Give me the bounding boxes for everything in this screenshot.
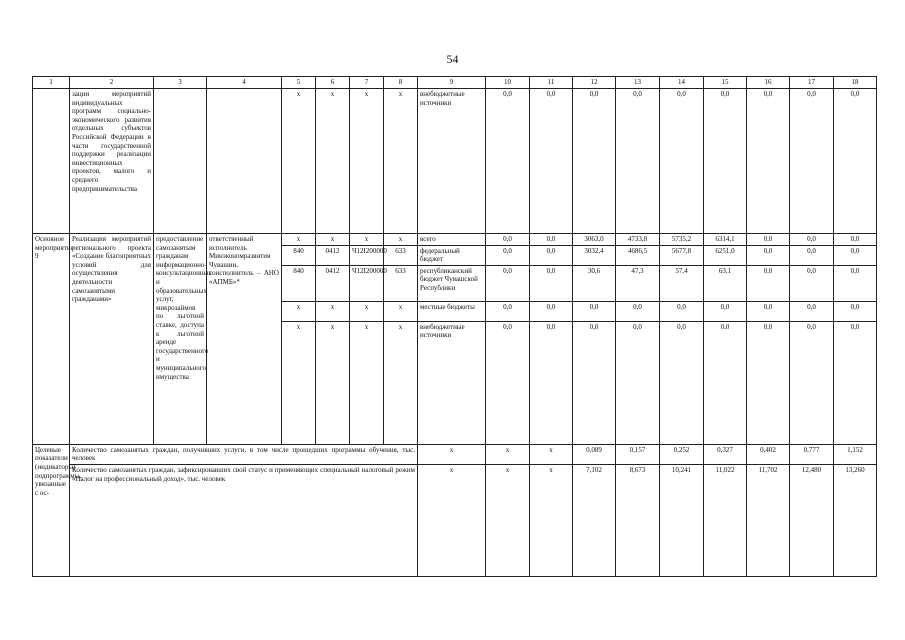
table-cell: 0412 bbox=[316, 245, 350, 265]
table-cell: 63,1 bbox=[704, 265, 747, 301]
table-cell: x bbox=[316, 321, 350, 444]
table-cell: 0,0 bbox=[790, 234, 834, 246]
table-cell: 4733,8 bbox=[616, 234, 660, 246]
table-cell: 5735,2 bbox=[660, 234, 704, 246]
targets-label: Целевые показатели (индикаторы) подпрограммы, увязанные с ос- bbox=[33, 444, 70, 576]
table-cell: 13,260 bbox=[834, 464, 877, 576]
table-cell: x bbox=[282, 321, 316, 444]
col-number: 12 bbox=[573, 77, 616, 89]
col-number: 11 bbox=[530, 77, 573, 89]
table-cell: x bbox=[282, 301, 316, 321]
table-cell: 0,0 bbox=[747, 301, 790, 321]
table-cell: Ч12I200000 bbox=[350, 245, 384, 265]
table-cell: 0,0 bbox=[747, 89, 790, 234]
table-cell: x bbox=[282, 89, 316, 234]
funding-source: внебюджетные источники bbox=[418, 89, 486, 234]
target-row bbox=[33, 464, 877, 576]
table-cell: 7,102 bbox=[573, 464, 616, 576]
table-cell: 0,0 bbox=[573, 89, 616, 234]
table-cell: 0,0 bbox=[834, 234, 877, 246]
table-cell: 840 bbox=[282, 265, 316, 301]
empty-cell bbox=[154, 89, 207, 234]
table-cell: 0,0 bbox=[616, 321, 660, 444]
table-cell: x bbox=[282, 234, 316, 246]
table-cell: 0,0 bbox=[704, 89, 747, 234]
col-number: 6 bbox=[316, 77, 350, 89]
table-cell: 0,0 bbox=[704, 301, 747, 321]
table-cell: x bbox=[486, 464, 530, 576]
event-description: Реализация мероприятий регионального проекта «Создание благоприятных условий для осуществления деятельности самозанятыми гражданами» bbox=[70, 234, 154, 445]
table-cell: 0,157 bbox=[616, 444, 660, 464]
table-cell: 0,0 bbox=[573, 321, 616, 444]
col-number: 15 bbox=[704, 77, 747, 89]
col-number: 1 bbox=[33, 77, 70, 89]
table-cell: 0,0 bbox=[747, 321, 790, 444]
table-cell: 0,0 bbox=[747, 234, 790, 246]
table-cell: 0,0 bbox=[834, 301, 877, 321]
table-cell: 0,0 bbox=[530, 234, 573, 246]
table-cell: x bbox=[530, 444, 573, 464]
table-cell: 0,0 bbox=[834, 245, 877, 265]
table-cell: 0,0 bbox=[616, 89, 660, 234]
table-cell: 0,0 bbox=[834, 265, 877, 301]
funding-source: внебюджетные источники bbox=[418, 321, 486, 444]
table-cell: 0,0 bbox=[486, 89, 530, 234]
table-cell: x bbox=[350, 301, 384, 321]
col-number: 4 bbox=[207, 77, 282, 89]
event-services: предоставление самозанятым гражданам информационно-консультационных и образовательных услуг, микрозаймов по льготной ставке, доступа к льготной аренде государственного и муниципального имущества bbox=[154, 234, 207, 445]
table-cell: 0,0 bbox=[530, 89, 573, 234]
table-cell: 30,6 bbox=[573, 265, 616, 301]
col-number: 13 bbox=[616, 77, 660, 89]
table-cell: 0,0 bbox=[704, 321, 747, 444]
table-cell: 0,0 bbox=[747, 265, 790, 301]
table-cell: 0,0 bbox=[790, 301, 834, 321]
table-cell: 0,0 bbox=[486, 245, 530, 265]
empty-cell bbox=[33, 89, 70, 234]
table-cell: 633 bbox=[384, 245, 418, 265]
event-description: зации мероприятий индивидуальных программ социально-экономического развития отдельных субъектов Российской Федерации в части государственной поддержки реализации инвестиционных проектов, малого и среднего предпринимательства bbox=[70, 89, 154, 234]
table-cell: Ч12I200000 bbox=[350, 265, 384, 301]
budget-table bbox=[32, 76, 877, 577]
table-cell: 0,0 bbox=[486, 301, 530, 321]
table-cell: 11,702 bbox=[747, 464, 790, 576]
col-number: 14 bbox=[660, 77, 704, 89]
table-cell: 47,3 bbox=[616, 265, 660, 301]
col-number: 18 bbox=[834, 77, 877, 89]
table-cell: 0,0 bbox=[530, 301, 573, 321]
table-cell: 0,0 bbox=[530, 321, 573, 444]
table-cell: x bbox=[418, 464, 486, 576]
col-number: 16 bbox=[747, 77, 790, 89]
table-cell: 0,0 bbox=[790, 321, 834, 444]
col-number: 10 bbox=[486, 77, 530, 89]
table-cell: 10,241 bbox=[660, 464, 704, 576]
table-cell: 0,0 bbox=[530, 265, 573, 301]
table-cell: x bbox=[530, 464, 573, 576]
event9-row-total bbox=[33, 234, 877, 246]
table-cell: 0,0 bbox=[486, 234, 530, 246]
table-cell: 0,0 bbox=[573, 301, 616, 321]
table-cell: 3032,4 bbox=[573, 245, 616, 265]
funding-source: федеральный бюджет bbox=[418, 245, 486, 265]
col-number: 9 bbox=[418, 77, 486, 89]
table-cell: 5677,8 bbox=[660, 245, 704, 265]
table-cell: 0,777 bbox=[790, 444, 834, 464]
table-cell: 0,0 bbox=[660, 89, 704, 234]
col-number: 3 bbox=[154, 77, 207, 89]
table-cell: 6251,0 bbox=[704, 245, 747, 265]
table-cell: 0,252 bbox=[660, 444, 704, 464]
table-cell: x bbox=[486, 444, 530, 464]
event-label: Основное мероприятие 9 bbox=[33, 234, 70, 445]
table-cell: x bbox=[316, 234, 350, 246]
table-cell: 57,4 bbox=[660, 265, 704, 301]
col-number: 17 bbox=[790, 77, 834, 89]
indicator-text: Количество самозанятых граждан, получивших услуги, в том числе прошедших программы обучения, тыс. человек bbox=[70, 444, 418, 464]
table-cell: 0,0 bbox=[834, 89, 877, 234]
table-cell: 0,089 bbox=[573, 444, 616, 464]
table-cell: 3063,0 bbox=[573, 234, 616, 246]
table-cell: x bbox=[350, 321, 384, 444]
table-cell: 0,0 bbox=[660, 321, 704, 444]
target-row bbox=[33, 444, 877, 464]
event-executor: ответственный исполнитель Минэкономразвития Чувашии, соисполнитель – АНО «АПМБ»* bbox=[207, 234, 282, 445]
table-cell: x bbox=[384, 89, 418, 234]
empty-cell bbox=[207, 89, 282, 234]
table-cell: 0,327 bbox=[704, 444, 747, 464]
funding-source: республиканский бюджет Чувашской Республики bbox=[418, 265, 486, 301]
table-cell: 11,022 bbox=[704, 464, 747, 576]
table-cell: x bbox=[384, 234, 418, 246]
table-cell: 0,0 bbox=[530, 245, 573, 265]
table-cell: 0,0 bbox=[790, 245, 834, 265]
table-cell: 0,0 bbox=[834, 321, 877, 444]
table-cell: x bbox=[350, 89, 384, 234]
column-number-row bbox=[33, 77, 877, 89]
table-cell: 0,0 bbox=[616, 301, 660, 321]
table-cell: 0,402 bbox=[747, 444, 790, 464]
funding-source: всего bbox=[418, 234, 486, 246]
col-number: 2 bbox=[70, 77, 154, 89]
col-number: 8 bbox=[384, 77, 418, 89]
table-cell: x bbox=[316, 301, 350, 321]
table-cell: 840 bbox=[282, 245, 316, 265]
table-cell: 0,0 bbox=[790, 89, 834, 234]
table-cell: 8,673 bbox=[616, 464, 660, 576]
table-cell: x bbox=[316, 89, 350, 234]
table-cell: 0,0 bbox=[486, 321, 530, 444]
table-cell: 0,0 bbox=[790, 265, 834, 301]
table-cell: x bbox=[384, 321, 418, 444]
page-number: 54 bbox=[446, 52, 459, 66]
col-number: 7 bbox=[350, 77, 384, 89]
continuation-row bbox=[33, 89, 877, 234]
indicator-text: Количество самозанятых граждан, зафиксировавших свой статус и применяющих специальный налоговый режим «Налог на профессиональный доход», тыс. человек bbox=[70, 464, 418, 576]
col-number: 5 bbox=[282, 77, 316, 89]
table-cell: 1,152 bbox=[834, 444, 877, 464]
table-cell: x bbox=[384, 301, 418, 321]
table-cell: 0412 bbox=[316, 265, 350, 301]
funding-source: местные бюджеты bbox=[418, 301, 486, 321]
table-cell: 6314,1 bbox=[704, 234, 747, 246]
table-cell: 0,0 bbox=[747, 245, 790, 265]
table-cell: x bbox=[350, 234, 384, 246]
table-cell: 4686,5 bbox=[616, 245, 660, 265]
table-cell: 12,480 bbox=[790, 464, 834, 576]
table-cell: 0,0 bbox=[660, 301, 704, 321]
table-cell: 633 bbox=[384, 265, 418, 301]
table-cell: x bbox=[418, 444, 486, 464]
table-cell: 0,0 bbox=[486, 265, 530, 301]
